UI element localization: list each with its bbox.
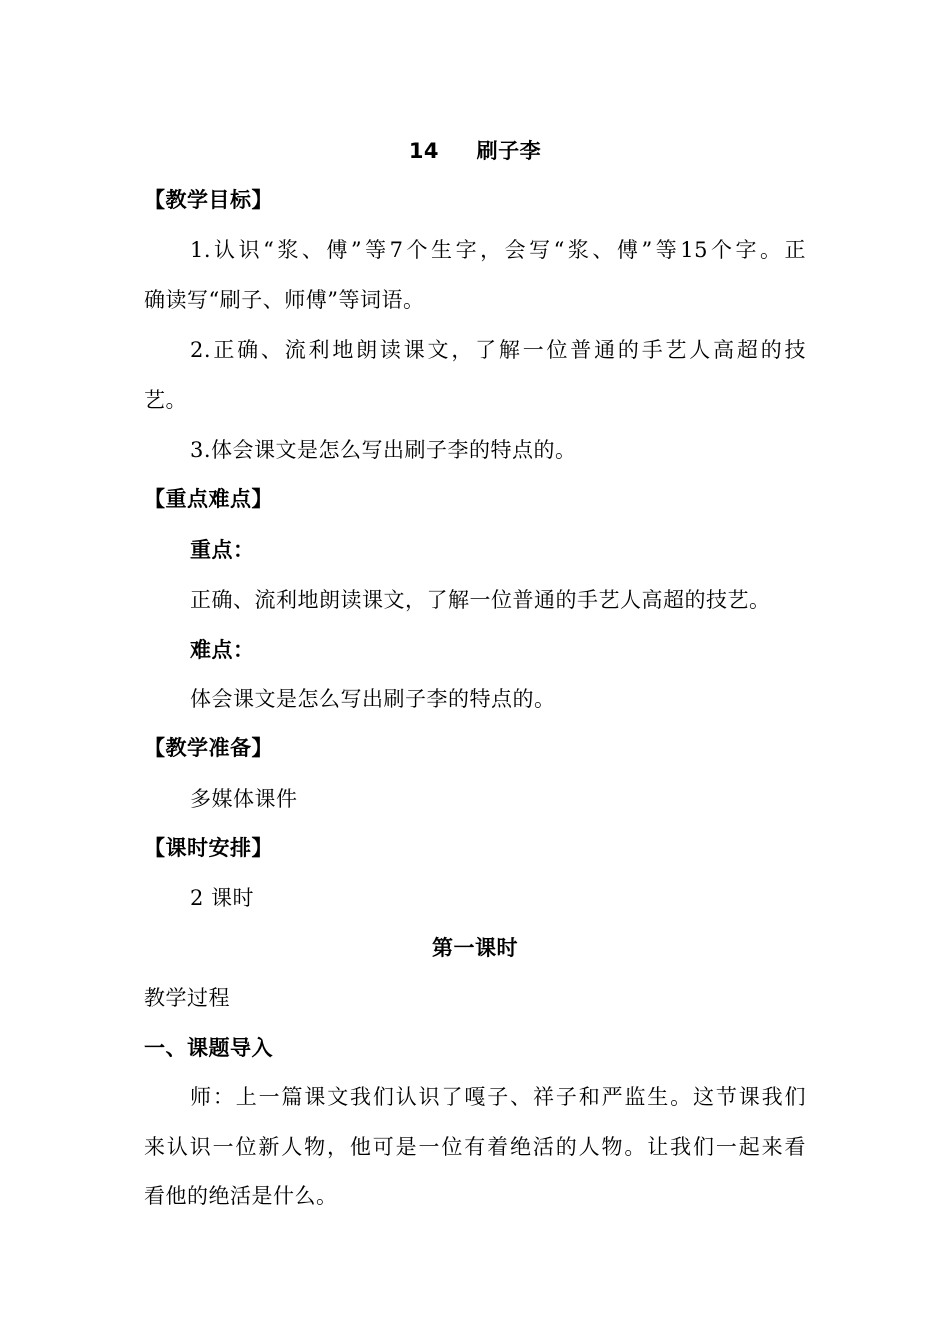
objective-1-line-1: 1.认识“浆、傅”等7个生字，会写“浆、傅”等15个字。正 (190, 238, 806, 262)
objective-2-line-1: 2.正确、流利地朗读课文，了解一位普通的手艺人高超的技 (190, 338, 806, 362)
part-1-heading: 一、课题导入 (144, 1036, 273, 1060)
lesson-number: 14 (408, 139, 440, 163)
preparation-text: 多媒体课件 (190, 787, 298, 811)
objective-1-line-2: 确读写“刷子、师傅”等词语。 (144, 288, 425, 312)
difficulty-label: 难点： (190, 638, 255, 662)
preparation-heading: 【教学准备】 (144, 736, 273, 760)
focus-label: 重点： (190, 538, 255, 562)
objective-3: 3.体会课文是怎么写出刷子李的特点的。 (190, 438, 577, 462)
part-1-line-1: 师：上一篇课文我们认识了嘎子、祥子和严监生。这节课我们 (190, 1085, 806, 1109)
lesson-1-title: 第一课时 (432, 936, 518, 960)
objectives-heading: 【教学目标】 (144, 188, 273, 212)
process-label: 教学过程 (144, 986, 230, 1010)
part-1-line-3: 看他的绝活是什么。 (144, 1184, 338, 1208)
key-points-heading: 【重点难点】 (144, 487, 273, 511)
lesson-name: 刷子李 (476, 139, 542, 163)
lesson-title (0, 141, 950, 162)
schedule-text: 2 课时 (190, 886, 255, 910)
schedule-heading: 【课时安排】 (144, 836, 273, 860)
part-1-line-2: 来认识一位新人物，他可是一位有着绝活的人物。让我们一起来看 (144, 1135, 806, 1159)
focus-text: 正确、流利地朗读课文，了解一位普通的手艺人高超的技艺。 (190, 588, 771, 612)
difficulty-text: 体会课文是怎么写出刷子李的特点的。 (190, 687, 556, 711)
objective-2-line-2: 艺。 (144, 388, 187, 412)
